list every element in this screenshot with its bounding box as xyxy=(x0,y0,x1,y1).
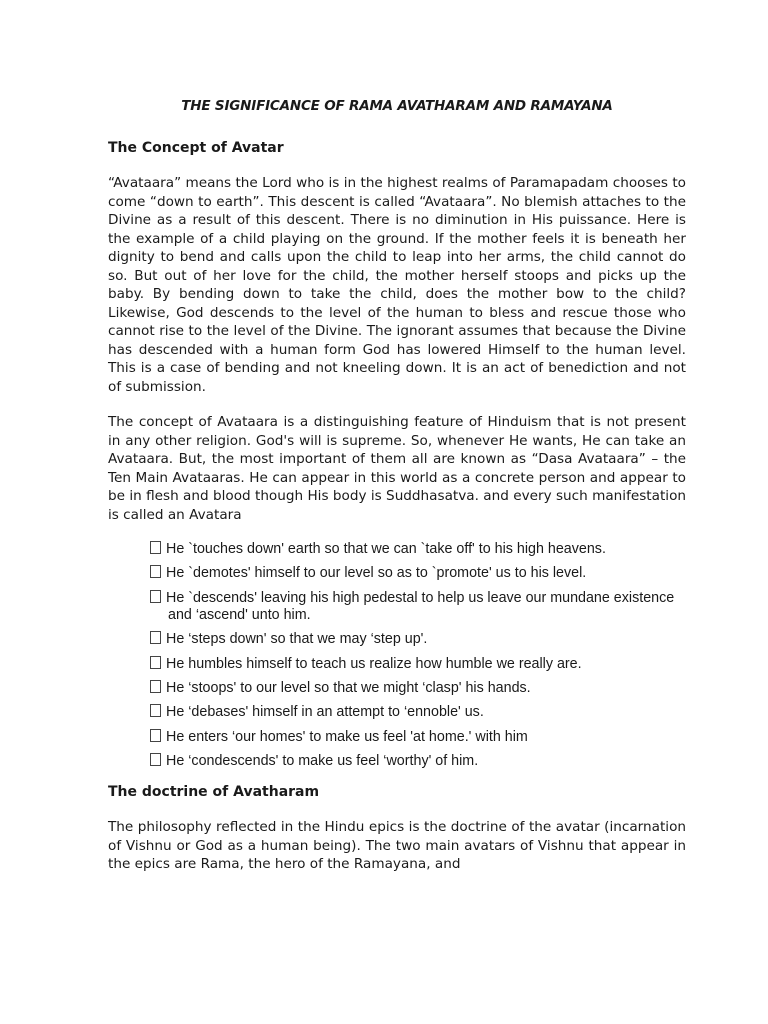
bullet-box-icon xyxy=(150,729,161,742)
list-item: He humbles himself to teach us realize how humble we really are. xyxy=(150,656,686,673)
bullet-box-icon xyxy=(150,704,161,717)
list-item: He ‘stoops' to our level so that we might ‘clasp' his hands. xyxy=(150,680,686,697)
bullet-box-icon xyxy=(150,631,161,644)
bullet-box-icon xyxy=(150,680,161,693)
bullet-box-icon xyxy=(150,590,161,603)
bullet-box-icon xyxy=(150,753,161,766)
bullet-box-icon xyxy=(150,565,161,578)
paragraph-avataara-meaning: “Avataara” means the Lord who is in the highest realms of Paramapadam chooses to come “down to earth”. This descent is called “Avataara”. No blemish attaches to the Divine as a result of this descent. There is no diminution in His puissance. Here is the example of a child playing on the ground. If the mother feels it is beneath her dignity to bend and calls upon the child to leap into her arms, the child cannot do so. But out of her love for the child, the mother herself stoops and picks up the baby. By bending down to take the child, does the mother bow to the child? Likewise, God descends to the level of the human to bless and rescue those who cannot rise to the level of the Divine. The ignorant assumes that because the Divine has descended with a human form God has lowered Himself to the human level. This is a case of bending and not kneeling down. It is an act of benediction and not of submission. xyxy=(108,175,686,395)
list-item: He ‘debases' himself in an attempt to ‘ennoble' us. xyxy=(150,704,686,721)
list-item: He enters ‘our homes' to make us feel 'at home.' with him xyxy=(150,729,686,746)
list-item: He `demotes' himself to our level so as to `promote' us to his level. xyxy=(150,565,686,582)
bullet-box-icon xyxy=(150,541,161,554)
section-heading-doctrine-of-avatharam: The doctrine of Avatharam xyxy=(108,784,320,801)
paragraph-philosophy-epics: The philosophy reflected in the Hindu epics is the doctrine of the avatar (incarnation of Vishnu or God as a human being). The two main avatars of Vishnu that appear in the epics are Rama, the hero of the Ramayana, and xyxy=(108,819,686,873)
list-item: He ‘steps down' so that we may ‘step up'. xyxy=(150,631,686,648)
list-item: He `touches down' earth so that we can `take off' to his high heavens. xyxy=(150,541,686,558)
avatar-bullet-list xyxy=(150,541,686,770)
list-item: He `descends' leaving his high pedestal to help us leave our mundane existence and ‘ascend' unto him. xyxy=(150,590,686,624)
list-item: He ‘condescends' to make us feel ‘worthy' of him. xyxy=(150,753,686,770)
bullet-box-icon xyxy=(150,656,161,669)
paragraph-avataara-concept: The concept of Avataara is a distinguishing feature of Hinduism that is not present in any other religion. God's will is supreme. So, whenever He wants, He can take an Avataara. But, the most important of them all are known as “Dasa Avataara” – the Ten Main Avataaras. He can appear in this world as a concrete person and appear to be in flesh and blood though His body is Suddhasatva. and every such manifestation is called an Avatara xyxy=(108,414,686,523)
document-page xyxy=(108,98,686,891)
section-heading-concept-of-avatar: The Concept of Avatar xyxy=(108,140,284,156)
document-title: THE SIGNIFICANCE OF RAMA AVATHARAM AND RAMAYANA xyxy=(181,98,613,114)
